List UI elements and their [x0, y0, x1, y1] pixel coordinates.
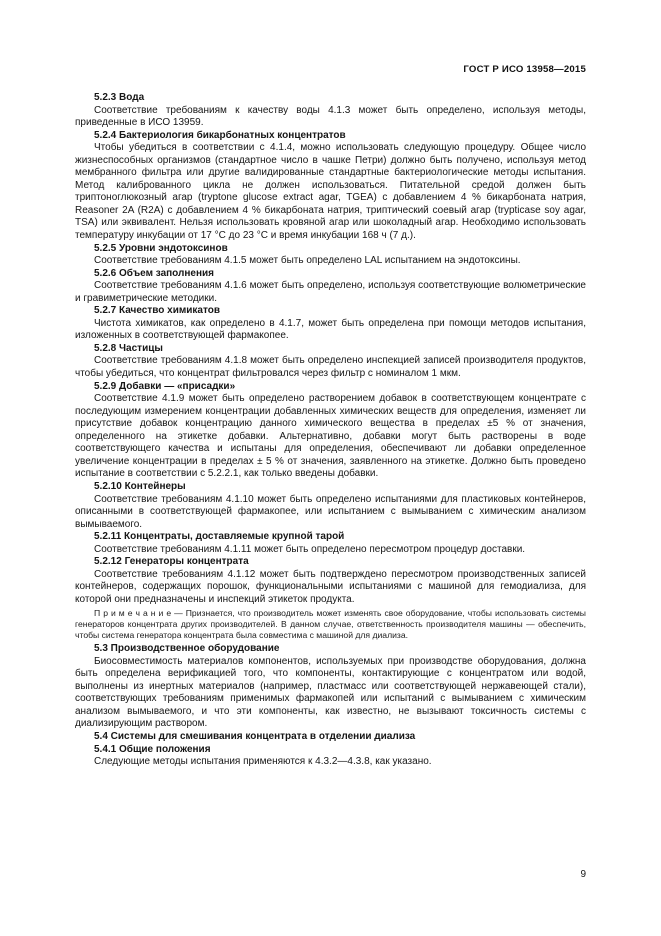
- document-number: ГОСТ Р ИСО 13958—2015: [463, 64, 586, 75]
- paragraph: Соответствие требованиям 4.1.12 может быть подтверждено пересмотром производственных записей контейнеров, содержащих порошок, функциональными испытаниями с машиной для гемодиализа, для которой они предназначены и инспекций этикеток продукта.: [75, 568, 586, 605]
- paragraph: Соответствие требованиям 4.1.6 может быть определено, используя соответствующие волюметрические и гравиметрические методики.: [75, 280, 586, 304]
- paragraph: Соответствие требованиям 4.1.8 может быть определено инспекцией записей производителя продуктов, чтобы убедиться, что концентрат фильтровался через фильтр с номиналом 1 мкм.: [75, 355, 586, 380]
- note-paragraph: П р и м е ч а н и е — Признается, что производитель может изменять свое оборудование, чтобы использовать системы генераторов концентрата других производителей. В данном случае, ответственность производителя машины — обеспечить, чтобы система генератора концентрата была совместима с машиной для диализа.: [75, 608, 586, 641]
- paragraph: Соответствие требованиям 4.1.11 может быть определено пересмотром процедур доставки.: [94, 543, 526, 555]
- paragraph: Соответствие требованиям к качеству воды 4.1.3 может быть определено, используя методы, приведенные в ИСО 13959.: [75, 104, 586, 129]
- paragraph: Чистота химикатов, как определено в 4.1.7, может быть определена при помощи методов испытания, изложенных в соответствующей фармакопее.: [75, 317, 586, 342]
- paragraph: Соответствие требованиям 4.1.10 может быть определено испытаниями для пластиковых контейнеров, описанными в соответствующей фармакопее, или испытанием с вымыванием с химическим анализом вымываемого.: [75, 493, 586, 530]
- paragraph: Соответствие требованиям 4.1.5 может быть определено LAL испытанием на эндотоксины.: [94, 255, 521, 267]
- section-heading: 5.2.5 Уровни эндотоксинов: [94, 242, 228, 254]
- section-heading: 5.2.10 Контейнеры: [94, 480, 186, 492]
- section-heading: 5.4 Системы для смешивания концентрата в отделении диализа: [94, 730, 416, 742]
- paragraph: Следующие методы испытания применяются к 4.3.2—4.3.8, как указано.: [94, 756, 432, 768]
- section-heading: 5.3 Производственное оборудование: [94, 643, 280, 655]
- section-heading: 5.2.6 Объем заполнения: [94, 267, 215, 279]
- section-heading: 5.2.12 Генераторы концентрата: [94, 556, 249, 568]
- section-heading: 5.2.7 Качество химикатов: [94, 305, 220, 317]
- paragraph: Соответствие 4.1.9 может быть определено растворением добавок в соответствующем концентрате с последующим измерением концентрации добавленных химических веществ для определения, изменяет ли присутствие добавок концентрацию данного химического вещества в пределах ±5 % от значения, определенного на этикетке добавки. Альтернативно, добавки могут быть растворены в воде соответствующего качества и испытаны для определения, обеспечивают ли добавки определенное увеличение концентрации в пределах ± 5 % от значения, заявленного на этикетке. Должно быть проведено испытание в соответствии с 5.2.2.1, как только введены добавки.: [75, 393, 586, 480]
- section-heading: 5.2.3 Вода: [94, 92, 145, 103]
- section-heading: 5.2.8 Частицы: [94, 342, 163, 354]
- section-heading: 5.2.9 Добавки — «присадки»: [94, 380, 236, 392]
- section-heading: 5.2.11 Концентраты, доставляемые крупной тарой: [94, 531, 345, 543]
- page-number: 9: [580, 869, 586, 880]
- paragraph: Чтобы убедиться в соответствии с 4.1.4, можно использовать следующую процедуру. Общее число жизнеспособных организмов (стандартное число в чашке Петри) должно быть получено, используя метод мембранного фильтра или другие валидированные стандартные бактериологические методы испытания. Метод калиброванного цикла не должен использоваться. Питательной средой должен быть триптоноглюкозный агар (tryptone glucose extract agar, TGEA) с добавлением 4 % бикарбоната натрия, Reasoner 2A (R2A) с добавлением 4 % бикарбоната натрия, триптический соевый агар (trypticase soy agar, TSA) или эквивалент. Нельзя использовать кровяной агар или шоколадный агар. Необходимо использовать температуру инкубации от 17 °С до 23 °С и время инкубации 168 ч (7 д.).: [75, 142, 586, 242]
- document-body: [75, 92, 586, 769]
- section-heading: 5.2.4 Бактериология бикарбонатных концентратов: [94, 129, 346, 141]
- section-heading: 5.4.1 Общие положения: [94, 743, 211, 755]
- paragraph: Биосовместимость материалов компонентов, используемых при производстве оборудования, должна быть определена верификацией того, что компоненты, контактирующие с концентратом или водой, выполнены из инертных материалов (например, пластмасс или соответствующей нержавеющей стали), соответствующих требованиям применимых фармакопей или испытаний с вымыванием с химическим анализом вымываемого, и что эти компоненты, как известно, не вызывают токсичность системы с диализирующим раствором.: [75, 655, 586, 730]
